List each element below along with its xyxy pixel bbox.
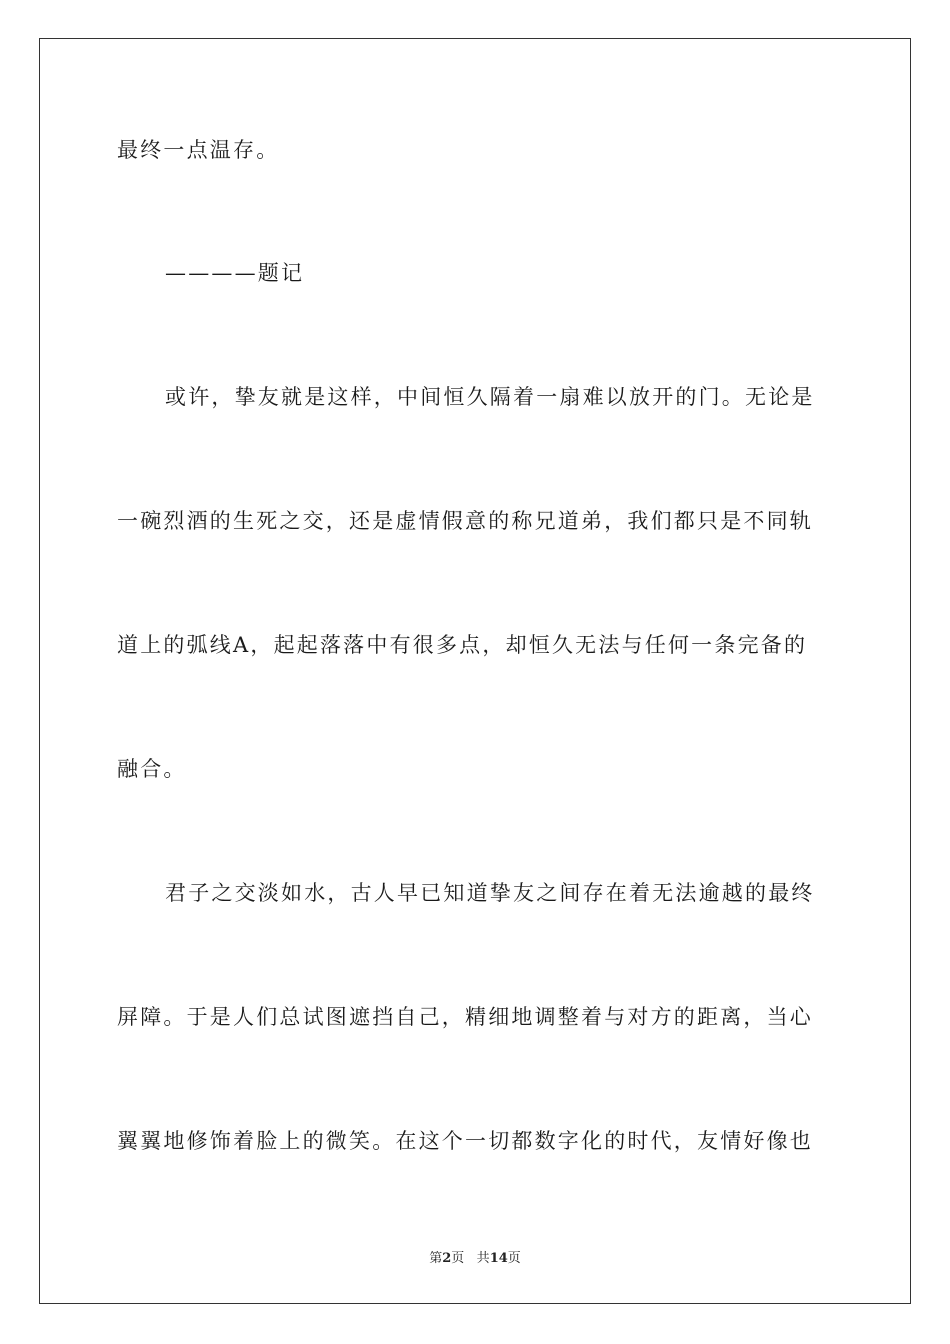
paragraph-1-line-1: 或许，挚友就是这样，中间恒久隔着一扇难以放开的门。无论是 xyxy=(165,385,815,409)
paragraph-1-line-2: 一碗烈酒的生死之交，还是虚情假意的称兄道弟，我们都只是不同轨 xyxy=(117,509,813,533)
page-frame xyxy=(39,38,911,1304)
page-footer xyxy=(0,1247,950,1266)
epigraph-attribution: ————题记 xyxy=(165,261,305,285)
total-prefix: 共 xyxy=(476,1251,490,1266)
paragraph-2-line-1: 君子之交淡如水，古人早已知道挚友之间存在着无法逾越的最终 xyxy=(165,881,815,905)
page-suffix: 页 xyxy=(451,1251,465,1266)
paragraph-1-line-3: 道上的弧线A，起起落落中有很多点，却恒久无法与任何一条完备的 xyxy=(117,633,808,657)
paragraph-2-line-3: 翼翼地修饰着脸上的微笑。在这个一切都数字化的时代，友情好像也 xyxy=(117,1129,813,1153)
total-suffix: 页 xyxy=(507,1251,521,1266)
paragraph-2-line-2: 屏障。于是人们总试图遮挡自己，精细地调整着与对方的距离，当心 xyxy=(117,1005,813,1029)
paragraph-1-line-4: 融合。 xyxy=(117,757,187,781)
page-number: 2 xyxy=(442,1251,452,1266)
text-line-1: 最终一点温存。 xyxy=(117,138,280,162)
page-prefix: 第 xyxy=(429,1251,443,1266)
total-pages: 14 xyxy=(489,1251,508,1266)
